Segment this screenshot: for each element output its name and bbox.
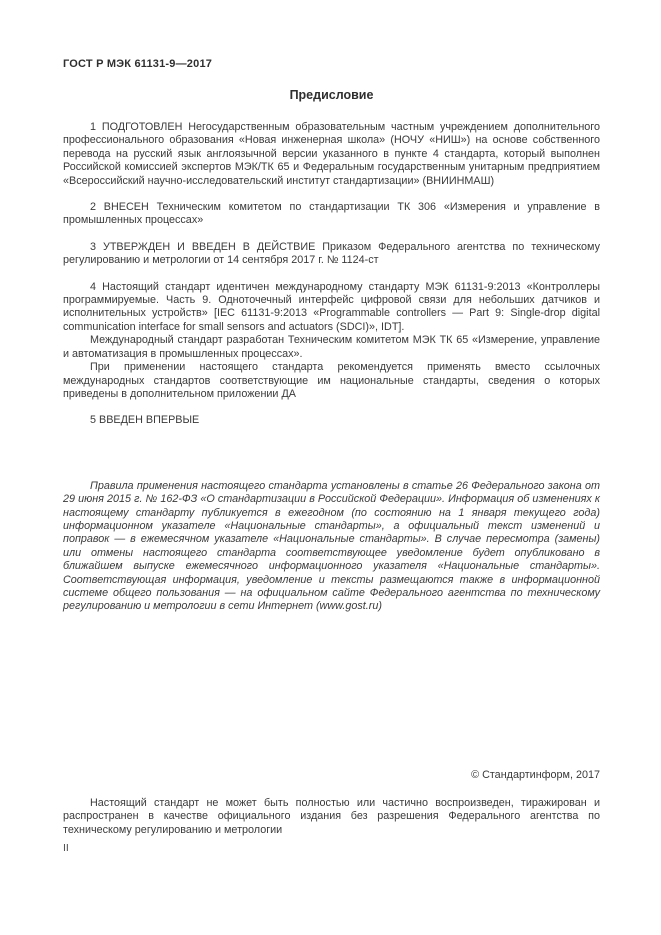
copyright-line: © Стандартинформ, 2017 bbox=[471, 769, 600, 781]
foreword-clause-2: 2 ВНЕСЕН Техническим комитетом по стандартизации ТК 306 «Измерения и управление в промышленных процессах» bbox=[63, 201, 600, 227]
foreword-clause-5: 5 ВВЕДЕН ВПЕРВЫЕ bbox=[90, 414, 200, 427]
foreword-clause-4-note-2: При применении настоящего стандарта рекомендуется применять вместо ссылочных международных стандартов соответствующие им национальные стандарты, сведения о которых приведены в дополнительном приложении ДА bbox=[63, 361, 600, 400]
page-title: Предисловие bbox=[289, 88, 374, 102]
document-code: ГОСТ Р МЭК 61131-9—2017 bbox=[63, 58, 213, 70]
foreword-clause-1: 1 ПОДГОТОВЛЕН Негосударственным образовательным частным учреждением дополнительного профессионального образования «Новая инженерная школа» (НОЧУ «НИШ») на основе собственного перевода на русский язык англоязычной версии указанного в пункте 4 стандарта, который выполнен Российской комиссией экспертов МЭК/ТК 65 и Федеральным государственным унитарным предприятием «Всероссийский научно-исследовательский институт стандартизации» (ВНИИНМАШ) bbox=[63, 121, 600, 187]
page-number: II bbox=[63, 842, 69, 854]
reproduction-notice: Настоящий стандарт не может быть полностью или частично воспроизведен, тиражирован и распространен в качестве официального издания без разрешения Федерального агентства по техническому регулированию и метрологии bbox=[63, 797, 600, 836]
foreword-clause-4: 4 Настоящий стандарт идентичен международному стандарту МЭК 61131-9:2013 «Контроллеры программируемые. Часть 9. Одноточечный интерфейс цифровой связи для небольших датчиков и исполнительных устройств» [IEC 61131-9:2013 «Programmable controllers — Part 9: Single-drop digital communication interface for small sensors and actuators (SDCI)», IDT]. bbox=[63, 280, 600, 333]
legal-application-note: Правила применения настоящего стандарта установлены в статье 26 Федерального закона от 29 июня 2015 г. № 162-ФЗ «О стандартизации в Российской Федерации». Информация об изменениях к настоящему стандарту публикуется в ежегодном (по состоянию на 1 января текущего года) информационном указателе «Национальные стандарты», а официальный текст изменений и поправок — в ежемесячном указателе «Национальные стандарты». В случае пересмотра (замены) или отмены настоящего стандарта соответствующее уведомление будет опубликовано в ближайшем выпуске ежемесячного информационного указателя «Национальные стандарты». Соответствующая информация, уведомление и тексты размещаются также в информационной системе общего пользования — на официальном сайте Федерального агентства по техническому регулированию и метрологии в сети Интернет (www.gost.ru) bbox=[63, 479, 600, 613]
foreword-clause-4-note-1: Международный стандарт разработан Техническим комитетом МЭК ТК 65 «Измерение, управление и автоматизация в промышленных процессах». bbox=[63, 334, 600, 360]
foreword-clause-3: 3 УТВЕРЖДЕН И ВВЕДЕН В ДЕЙСТВИЕ Приказом Федерального агентства по техническому регулированию и метрологии от 14 сентября 2017 г. № 1124-ст bbox=[63, 240, 600, 267]
